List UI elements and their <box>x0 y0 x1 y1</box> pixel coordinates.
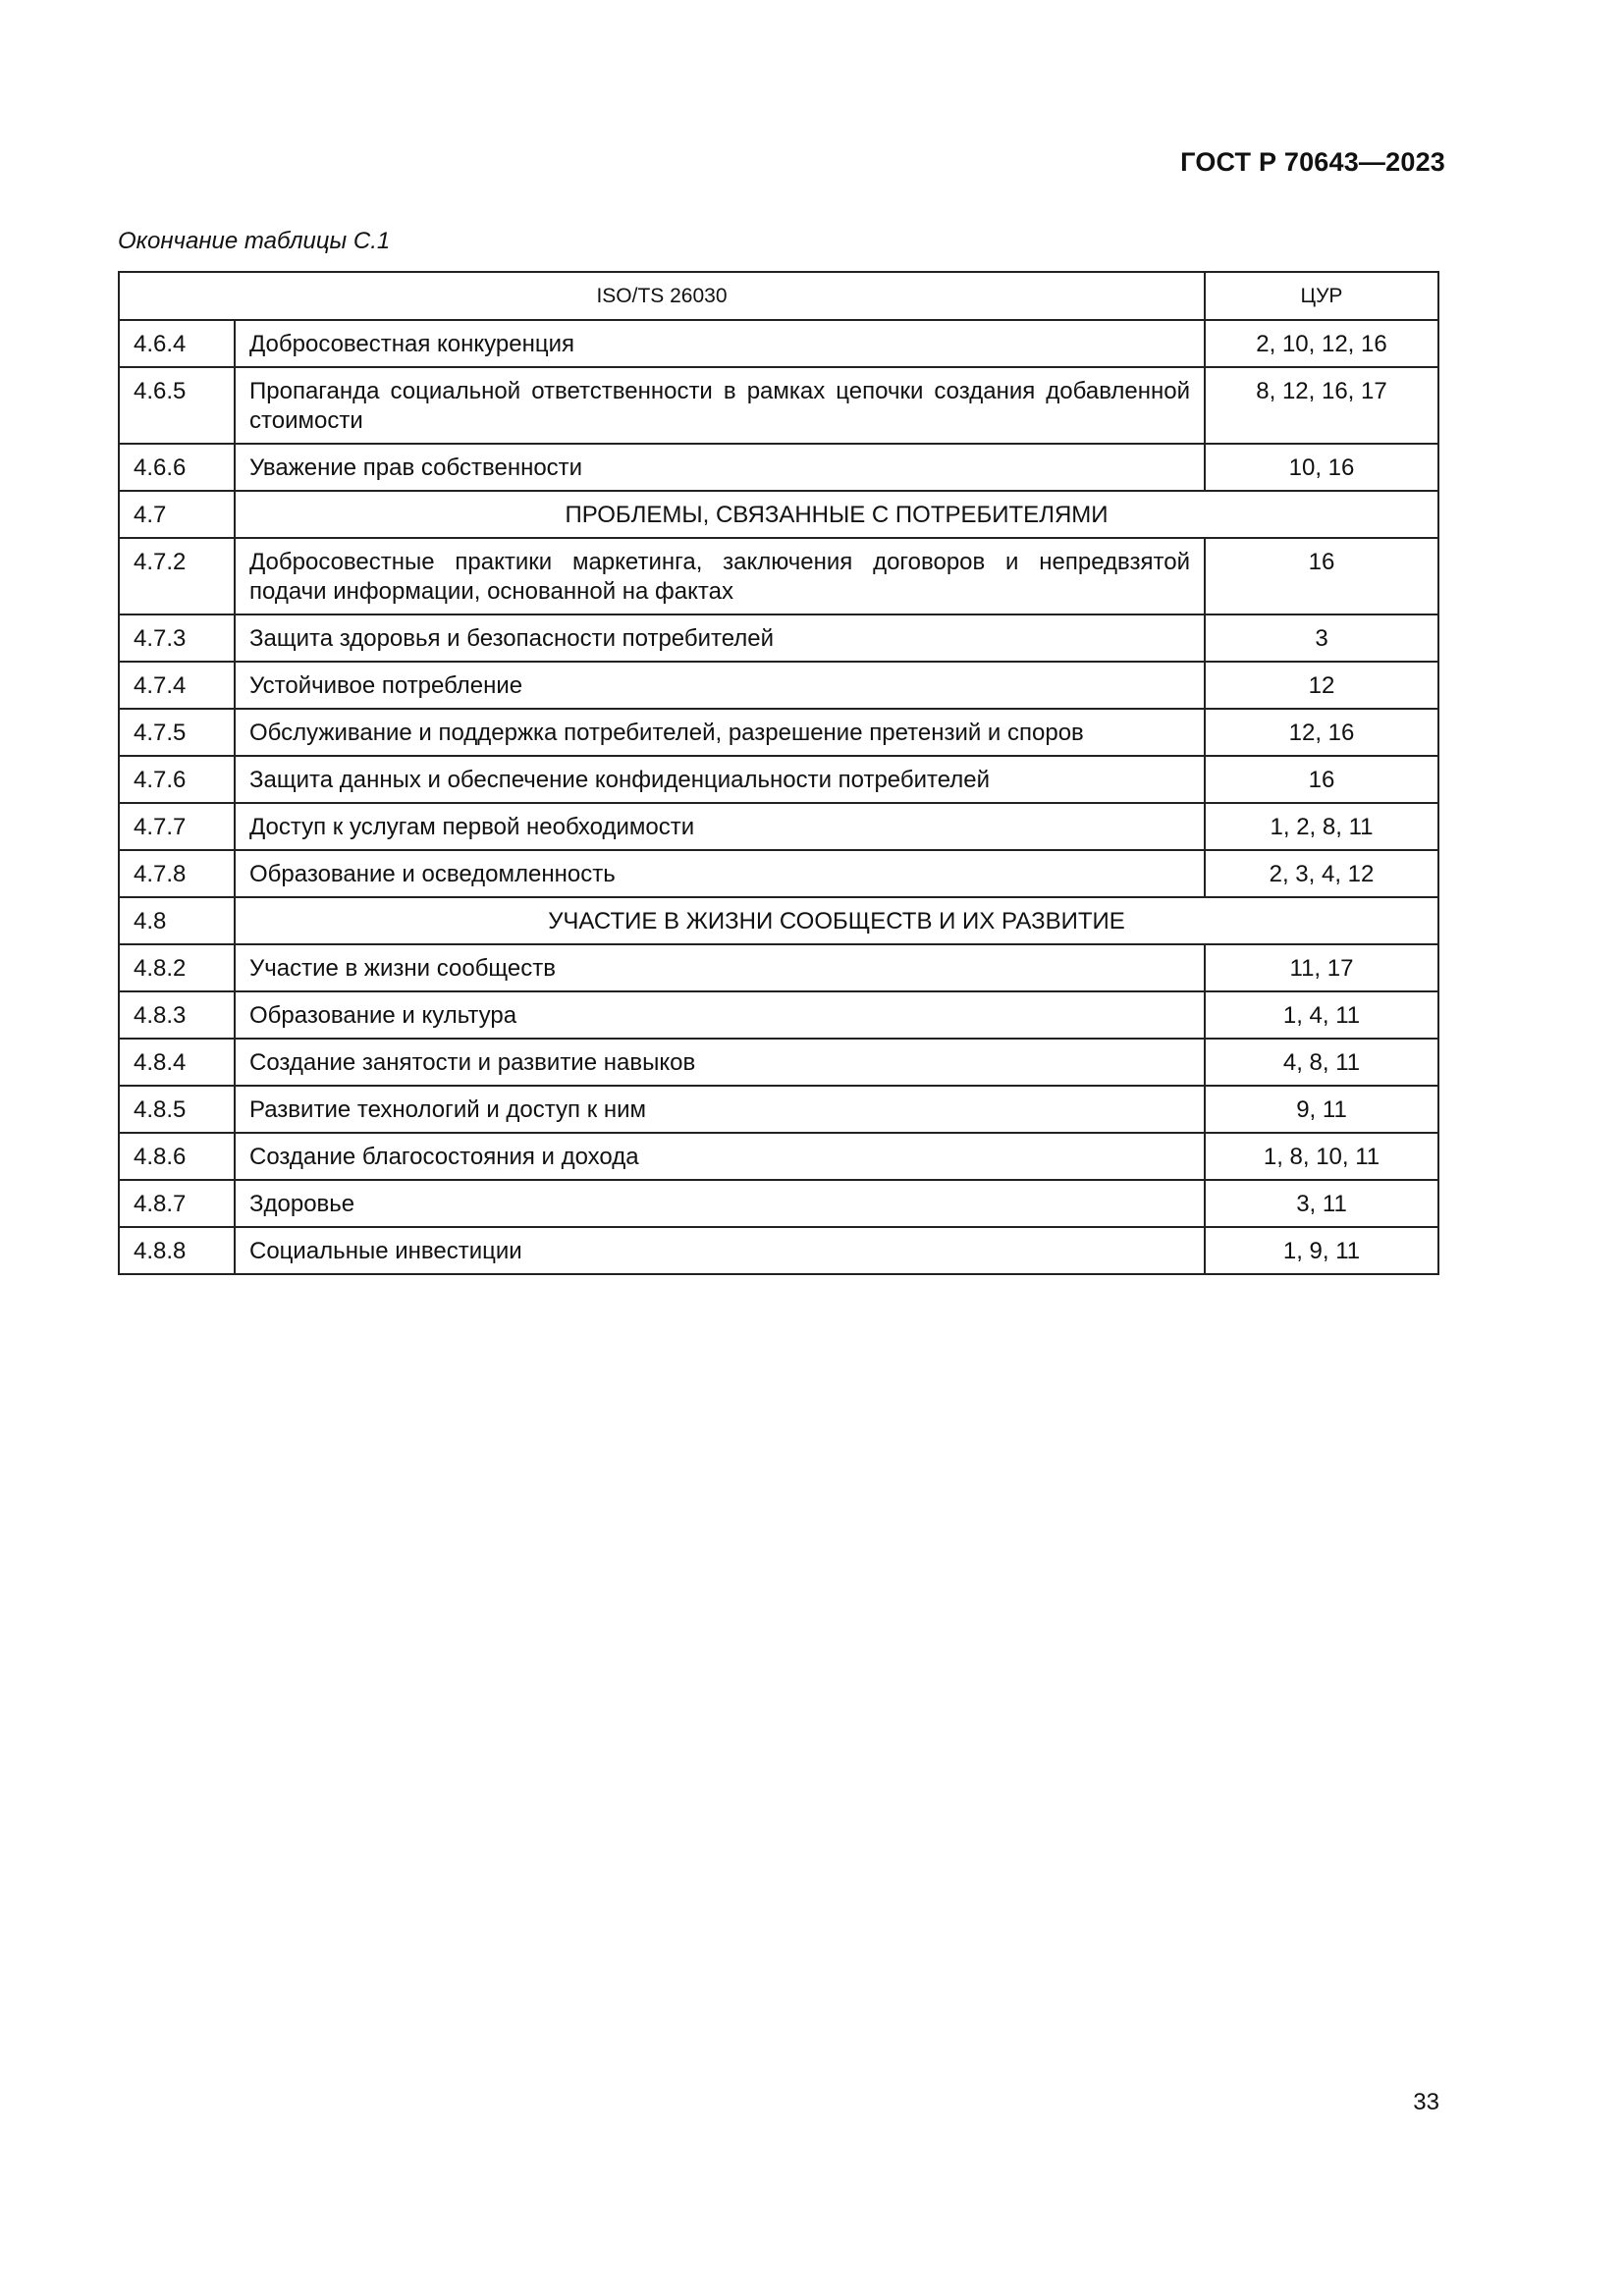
table-caption: Окончание таблицы С.1 <box>118 228 391 254</box>
row-goals: 16 <box>1205 538 1438 614</box>
row-text: Создание занятости и развитие навыков <box>235 1039 1205 1086</box>
row-text: Создание благосостояния и дохода <box>235 1133 1205 1180</box>
table-row <box>119 320 1438 367</box>
row-text: Социальные инвестиции <box>235 1227 1205 1274</box>
table-row <box>119 944 1438 991</box>
row-goals: 1, 8, 10, 11 <box>1205 1133 1438 1180</box>
table-section-row <box>119 897 1438 944</box>
row-goals: 1, 9, 11 <box>1205 1227 1438 1274</box>
row-goals: 12 <box>1205 662 1438 709</box>
table-row <box>119 756 1438 803</box>
row-text: Добросовестные практики маркетинга, заключения договоров и непредвзятой подачи информации, основанной на фактах <box>235 538 1205 614</box>
table-row <box>119 614 1438 662</box>
row-text: Участие в жизни сообществ <box>235 944 1205 991</box>
table-row <box>119 367 1438 444</box>
row-code: 4.7.6 <box>119 756 235 803</box>
row-goals: 10, 16 <box>1205 444 1438 491</box>
row-code: 4.7.2 <box>119 538 235 614</box>
table-row <box>119 709 1438 756</box>
section-title: ПРОБЛЕМЫ, СВЯЗАННЫЕ С ПОТРЕБИТЕЛЯМИ <box>235 491 1438 538</box>
row-code: 4.8.8 <box>119 1227 235 1274</box>
row-code: 4.8.3 <box>119 991 235 1039</box>
row-text: Защита здоровья и безопасности потребителей <box>235 614 1205 662</box>
row-goals: 2, 10, 12, 16 <box>1205 320 1438 367</box>
row-code: 4.8.4 <box>119 1039 235 1086</box>
row-goals: 11, 17 <box>1205 944 1438 991</box>
row-text: Доступ к услугам первой необходимости <box>235 803 1205 850</box>
row-code: 4.7.5 <box>119 709 235 756</box>
row-text: Образование и осведомленность <box>235 850 1205 897</box>
row-code: 4.8.5 <box>119 1086 235 1133</box>
row-goals: 2, 3, 4, 12 <box>1205 850 1438 897</box>
row-text: Здоровье <box>235 1180 1205 1227</box>
table-row <box>119 1039 1438 1086</box>
row-code: 4.8.7 <box>119 1180 235 1227</box>
row-goals: 9, 11 <box>1205 1086 1438 1133</box>
table-section-row <box>119 491 1438 538</box>
row-code: 4.7.3 <box>119 614 235 662</box>
row-text: Добросовестная конкуренция <box>235 320 1205 367</box>
table-row <box>119 991 1438 1039</box>
section-title: УЧАСТИЕ В ЖИЗНИ СООБЩЕСТВ И ИХ РАЗВИТИЕ <box>235 897 1438 944</box>
sdg-mapping-table <box>118 271 1439 1275</box>
row-goals: 3, 11 <box>1205 1180 1438 1227</box>
table-row <box>119 662 1438 709</box>
row-goals: 4, 8, 11 <box>1205 1039 1438 1086</box>
table-row <box>119 538 1438 614</box>
row-text: Образование и культура <box>235 991 1205 1039</box>
row-text: Уважение прав собственности <box>235 444 1205 491</box>
table-row <box>119 1180 1438 1227</box>
header-iso: ISO/TS 26030 <box>119 272 1205 320</box>
row-code: 4.6.6 <box>119 444 235 491</box>
row-code: 4.8.2 <box>119 944 235 991</box>
row-text: Развитие технологий и доступ к ним <box>235 1086 1205 1133</box>
table-row <box>119 1086 1438 1133</box>
row-goals: 3 <box>1205 614 1438 662</box>
table-row <box>119 1133 1438 1180</box>
header-goals: ЦУР <box>1205 272 1438 320</box>
table-row <box>119 444 1438 491</box>
table-header-row <box>119 272 1438 320</box>
row-code: 4.6.4 <box>119 320 235 367</box>
row-code: 4.7.7 <box>119 803 235 850</box>
row-code: 4.7 <box>119 491 235 538</box>
row-goals: 12, 16 <box>1205 709 1438 756</box>
row-code: 4.8 <box>119 897 235 944</box>
page-number: 33 <box>1413 2089 1439 2115</box>
row-text: Пропаганда социальной ответственности в рамках цепочки создания добавленной стоимости <box>235 367 1205 444</box>
row-goals: 1, 4, 11 <box>1205 991 1438 1039</box>
row-code: 4.6.5 <box>119 367 235 444</box>
row-goals: 1, 2, 8, 11 <box>1205 803 1438 850</box>
table-row <box>119 803 1438 850</box>
row-text: Устойчивое потребление <box>235 662 1205 709</box>
row-text: Защита данных и обеспечение конфиденциальности потребителей <box>235 756 1205 803</box>
table-row <box>119 850 1438 897</box>
row-code: 4.8.6 <box>119 1133 235 1180</box>
row-goals: 8, 12, 16, 17 <box>1205 367 1438 444</box>
row-code: 4.7.8 <box>119 850 235 897</box>
row-text: Обслуживание и поддержка потребителей, разрешение претензий и споров <box>235 709 1205 756</box>
standard-designation: ГОСТ Р 70643—2023 <box>1180 147 1445 177</box>
row-code: 4.7.4 <box>119 662 235 709</box>
row-goals: 16 <box>1205 756 1438 803</box>
table-row <box>119 1227 1438 1274</box>
